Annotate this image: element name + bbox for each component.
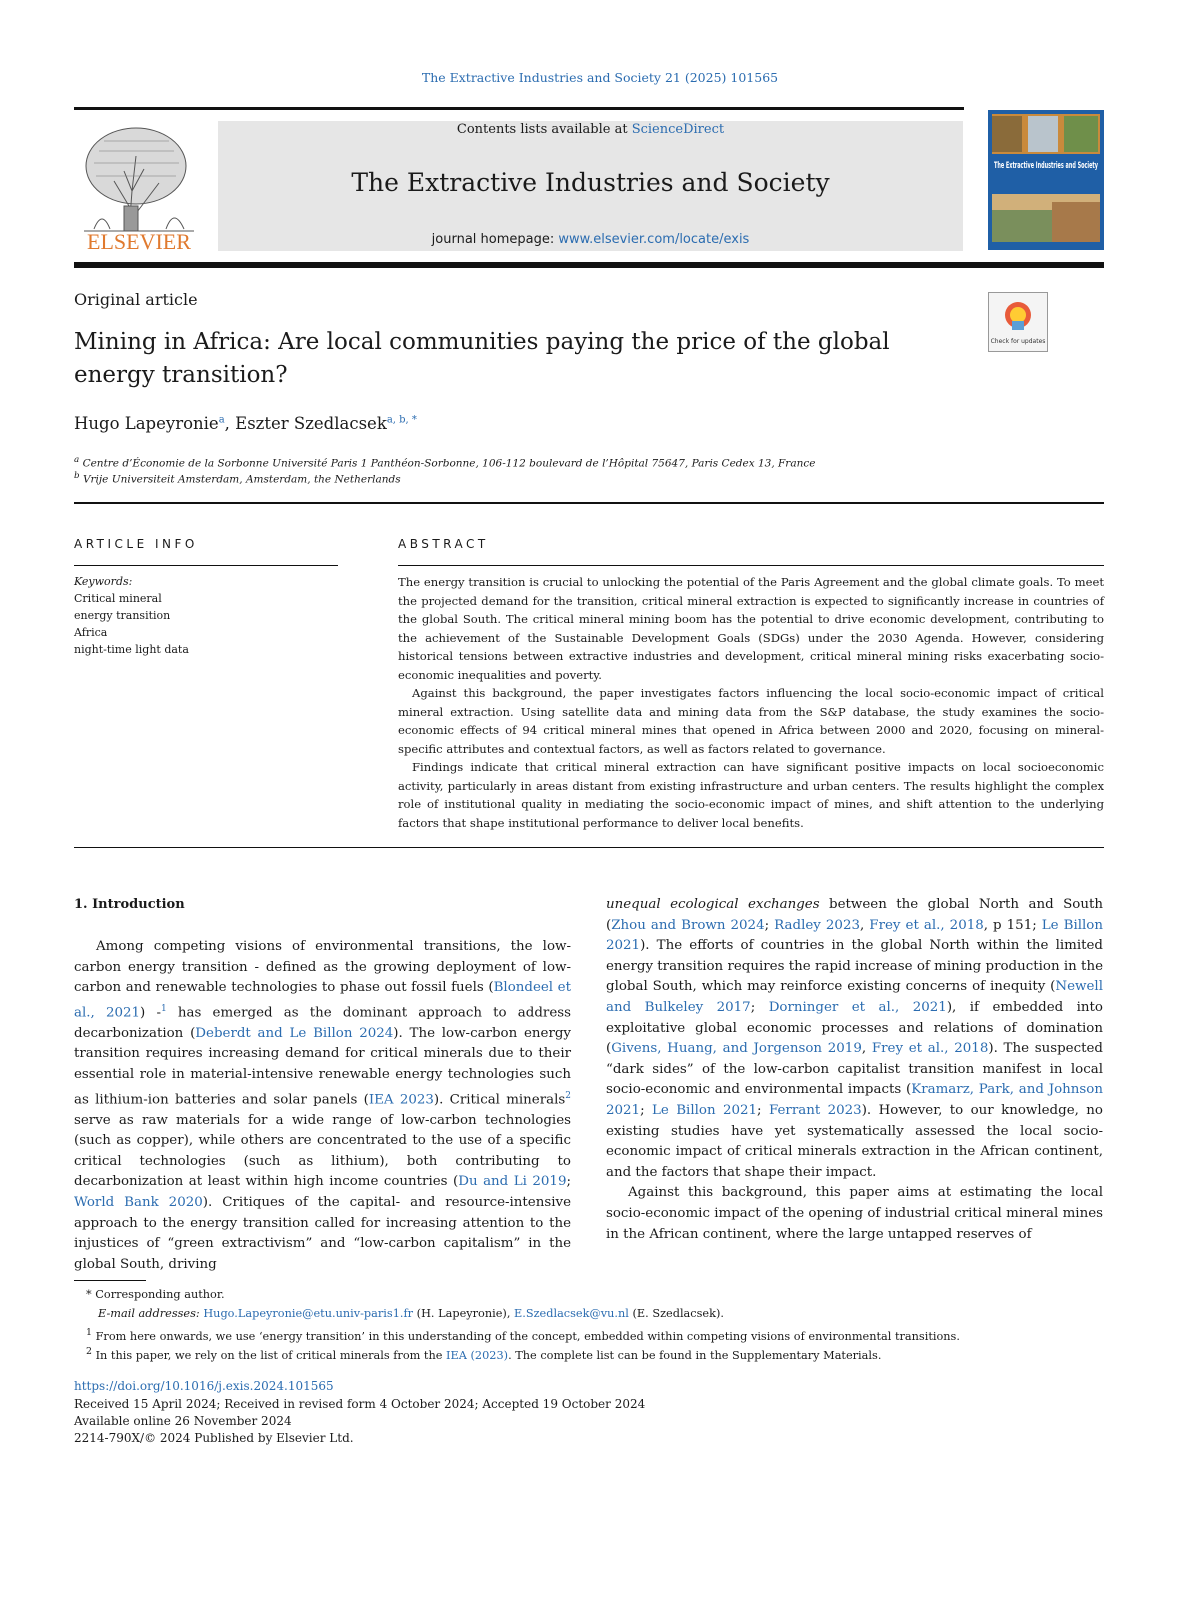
check-updates-label: Check for updates <box>990 338 1046 345</box>
author-list <box>74 414 417 433</box>
body-text: ). The low-carbon energy transition requires increasing demand for critical minerals due to their essential role in material-intensive renewable energy technologies such as lithium-ion batteries and solar panels ( <box>74 1025 571 1108</box>
citation-link[interactable]: Radley 2023 <box>774 917 860 933</box>
corresponding-author-note <box>86 1287 225 1303</box>
online-date: Available online 26 November 2024 <box>74 1414 292 1428</box>
article-title: Mining in Africa: Are local communities paying the price of the global energy transition? <box>74 329 890 388</box>
body-text-italic: unequal ecological exchanges <box>606 897 820 912</box>
citation-link[interactable]: Le Billon 2021 <box>651 1102 758 1118</box>
author-1-affiliation[interactable]: a <box>218 414 225 426</box>
body-text: ). Critiques of the capital- and resource-intensive approach to the energy transition called for increasing attention to the injustices of “green extractivism” and “low-carbon capitalism” in the global South, driving <box>74 1195 571 1272</box>
keyword-item: Africa <box>74 626 108 639</box>
citation-link[interactable]: Frey et al., 2018 <box>869 917 984 933</box>
cover-title-text: The Extractive Industries and Society <box>994 161 1099 171</box>
body-text: ), if embedded into exploitative global economic processes and relations of domination ( <box>606 999 1103 1057</box>
footnote-ref-1[interactable]: 1 <box>160 1003 167 1014</box>
article-info-heading: ARTICLE INFO <box>74 537 198 551</box>
footnote-ref-2[interactable]: 2 <box>565 1090 571 1101</box>
footnote-text: In this paper, we rely on the list of critical minerals from the <box>95 1348 447 1362</box>
author-2[interactable]: Eszter Szedlacsek <box>235 414 387 433</box>
doi-link[interactable]: https://doi.org/10.1016/j.exis.2024.101565 <box>74 1379 334 1393</box>
footnote-rule <box>74 1280 146 1281</box>
affiliation-b <box>74 471 401 486</box>
keyword-item: energy transition <box>74 609 171 622</box>
citation-link[interactable]: Frey et al., 2018 <box>871 1041 989 1057</box>
check-updates-icon <box>989 293 1047 351</box>
affiliation-b-mark: b <box>74 471 80 481</box>
citation-link[interactable]: Givens, Huang, and Jorgenson 2019 <box>611 1041 862 1057</box>
running-header[interactable]: The Extractive Industries and Society 21 (2025) 101565 <box>421 70 779 85</box>
journal-cover-image[interactable] <box>988 110 1104 250</box>
received-dates: Received 15 April 2024; Received in revised form 4 October 2024; Accepted 19 October 2024 <box>74 1397 646 1411</box>
body-text: ). The suspected “dark sides” of the low-carbon capitalist transition manifest in local socio-economic and environmental impacts ( <box>606 1041 1103 1098</box>
keyword-item: Critical mineral <box>74 592 162 605</box>
abstract-body <box>398 573 1104 832</box>
citation-link[interactable]: Le Billon 2021 <box>606 917 1103 954</box>
intro-paragraph: Against this background, this paper aims at estimating the local socio-economic impact of the opening of industrial critical mineral mines in the African continent, where the large untapped reserves of <box>606 1185 1103 1242</box>
citation-link[interactable]: Du and Li 2019 <box>458 1174 567 1190</box>
email-link[interactable]: Hugo.Lapeyronie@etu.univ-paris1.fr <box>203 1307 414 1320</box>
body-text: serve as raw materials for a wide range of low-carbon technologies (such as copper), while others are concentrated to the use of a specific critical technologies (such as lithium), both contributing to decarbonization at least within high income countries ( <box>74 1112 571 1190</box>
email-addresses <box>98 1306 724 1322</box>
body-text: ). Critical minerals <box>433 1092 566 1108</box>
author-separator: , <box>224 414 236 433</box>
sciencedirect-link[interactable]: ScienceDirect <box>631 122 725 137</box>
citation-link[interactable]: Newell and Bulkeley 2017 <box>606 979 1103 1015</box>
intro-paragraph <box>606 895 1103 1183</box>
contents-line <box>218 122 963 137</box>
body-text: ; <box>566 1174 571 1190</box>
body-text: Among competing visions of environmental transitions, the low-carbon energy transition - defined as the growing deployment of low-carbon and renewable technologies to phase out fossil fuels ( <box>74 939 571 996</box>
check-for-updates-badge[interactable] <box>988 292 1048 352</box>
footnote-1 <box>86 1325 960 1345</box>
abstract-heading: ABSTRACT <box>398 537 489 551</box>
affiliation-a <box>74 455 815 470</box>
elsevier-tree-icon <box>74 121 204 253</box>
article-type: Original article <box>74 290 198 309</box>
footnote-mark: 1 <box>86 1327 92 1338</box>
intro-right-column <box>606 895 1103 1245</box>
citation-link[interactable]: IEA (2023) <box>446 1348 509 1362</box>
header-separator <box>74 502 1104 504</box>
footnote-mark: * <box>86 1288 92 1301</box>
email-label: E-mail addresses: <box>98 1307 200 1320</box>
abstract-paragraph: The energy transition is crucial to unlocking the potential of the Paris Agreement and the global climate goals. To meet the projected demand for the transition, critical mineral extraction is expected to significantly increase in countries of the global South. The critical mineral mining boom has the potential to drive economic development, contributing to the achievement of the Sustainable Development Goals (SDGs) under the 2030 Agenda. However, considering historical tensions between extractive industries and development, critical mineral mining risks exacerbating socio-economic inequalities and poverty. <box>398 575 1104 682</box>
article-info-rule <box>74 565 338 566</box>
masthead-rule <box>74 262 1104 268</box>
citation-link[interactable]: Kramarz, Park, and Johnson 2021 <box>606 1082 1103 1118</box>
contents-prefix: Contents lists available at <box>456 122 632 137</box>
body-text: ; <box>764 917 775 933</box>
footnote-text: (H. Lapeyronie), <box>413 1307 515 1320</box>
footnote-text: (E. Szedlacsek). <box>628 1307 724 1320</box>
body-text: ). However, to our knowledge, no existing studies have yet systematically assessed the local socio-economic impact of critical minerals extraction in the African continent, and the factors that shape their impact. <box>606 1102 1103 1180</box>
body-text: ) - <box>140 1005 161 1021</box>
keyword-item: night-time light data <box>74 643 189 656</box>
author-2-affiliation[interactable]: a, b, * <box>386 414 417 426</box>
elsevier-wordmark: ELSEVIER <box>87 229 191 254</box>
citation-link[interactable]: World Bank 2020 <box>74 1195 203 1211</box>
section-heading-introduction: 1. Introduction <box>74 897 185 912</box>
author-1[interactable]: Hugo Lapeyronie <box>74 414 219 433</box>
citation-link[interactable]: Blondeel et al., 2021 <box>74 980 571 1021</box>
body-text: , p 151; <box>983 917 1042 933</box>
copyright-line: 2214-790X/© 2024 Published by Elsevier Ltd. <box>74 1431 354 1445</box>
body-text: , <box>860 917 870 933</box>
citation-link[interactable]: Deberdt and Le Billon 2024 <box>195 1025 394 1041</box>
citation-link[interactable]: Ferrant 2023 <box>768 1102 862 1118</box>
affiliation-a-mark: a <box>74 455 80 465</box>
footnote-text: . The complete list can be found in the Supplementary Materials. <box>508 1348 882 1362</box>
elsevier-logo <box>74 121 204 253</box>
abstract-rule <box>398 565 1104 566</box>
keywords-label: Keywords: <box>74 575 133 588</box>
footnote-mark: 2 <box>86 1346 92 1357</box>
body-text: ). The efforts of countries in the global North within the limited energy transition requires the rapid increase of mining production in the global South, which may reinforce existing concerns of inequity ( <box>606 938 1103 995</box>
homepage-line <box>218 232 963 247</box>
citation-link[interactable]: IEA 2023 <box>368 1092 434 1108</box>
body-text: has emerged as the dominant approach to address decarbonization ( <box>74 1005 571 1041</box>
body-text: between the global North and South ( <box>606 897 1103 933</box>
body-text: , <box>861 1041 872 1057</box>
intro-left-column <box>74 937 571 1275</box>
footnote-text: Corresponding author. <box>95 1288 225 1301</box>
affiliation-b-text: Vrije Universiteit Amsterdam, Amsterdam, the Netherlands <box>82 473 401 486</box>
body-text: ; <box>757 1102 769 1118</box>
homepage-prefix: journal homepage: <box>431 232 559 247</box>
body-text: ; <box>640 1102 652 1118</box>
abstract-paragraph: Findings indicate that critical mineral extraction can have significant positive impacts on local socioeconomic activity, particularly in areas distant from existing infrastructure and urban centers. The results highlight the complex role of institutional quality in mediating the socio-economic impact of mines, and shift attention to the underlying factors that shape institutional performance to deliver local benefits. <box>398 760 1104 830</box>
header-rule <box>74 107 964 110</box>
citation-link[interactable]: Zhou and Brown 2024 <box>611 917 765 933</box>
body-text: ; <box>750 999 769 1015</box>
journal-cover-art <box>988 110 1104 250</box>
email-link[interactable]: E.Szedlacsek@vu.nl <box>514 1307 629 1320</box>
abstract-paragraph: Against this background, the paper investigates factors influencing the local socio-economic impact of critical mineral extraction. Using satellite data and mining data from the S&P database, the study examines the socio-economic effects of 94 critical mineral mines that opened in Africa between 2000 and 2020, focusing on mineral-specific attributes and contextual factors, as well as factors related to governance. <box>398 686 1104 756</box>
journal-title: The Extractive Industries and Society <box>351 168 830 197</box>
homepage-link[interactable]: www.elsevier.com/locate/exis <box>558 232 750 247</box>
citation-link[interactable]: Dorninger et al., 2021 <box>768 999 947 1015</box>
footnote-2 <box>86 1344 881 1364</box>
affiliation-a-text: Centre d’Économie de la Sorbonne Université Paris 1 Panthéon-Sorbonne, 106-112 boulevard de l’Hôpital 75647, Paris Cedex 13, France <box>82 457 816 470</box>
abstract-end-rule <box>74 847 1104 848</box>
footnote-text: From here onwards, we use ‘energy transition’ in this understanding of the concept, embedded within competing visions of environmental transitions. <box>95 1329 960 1343</box>
